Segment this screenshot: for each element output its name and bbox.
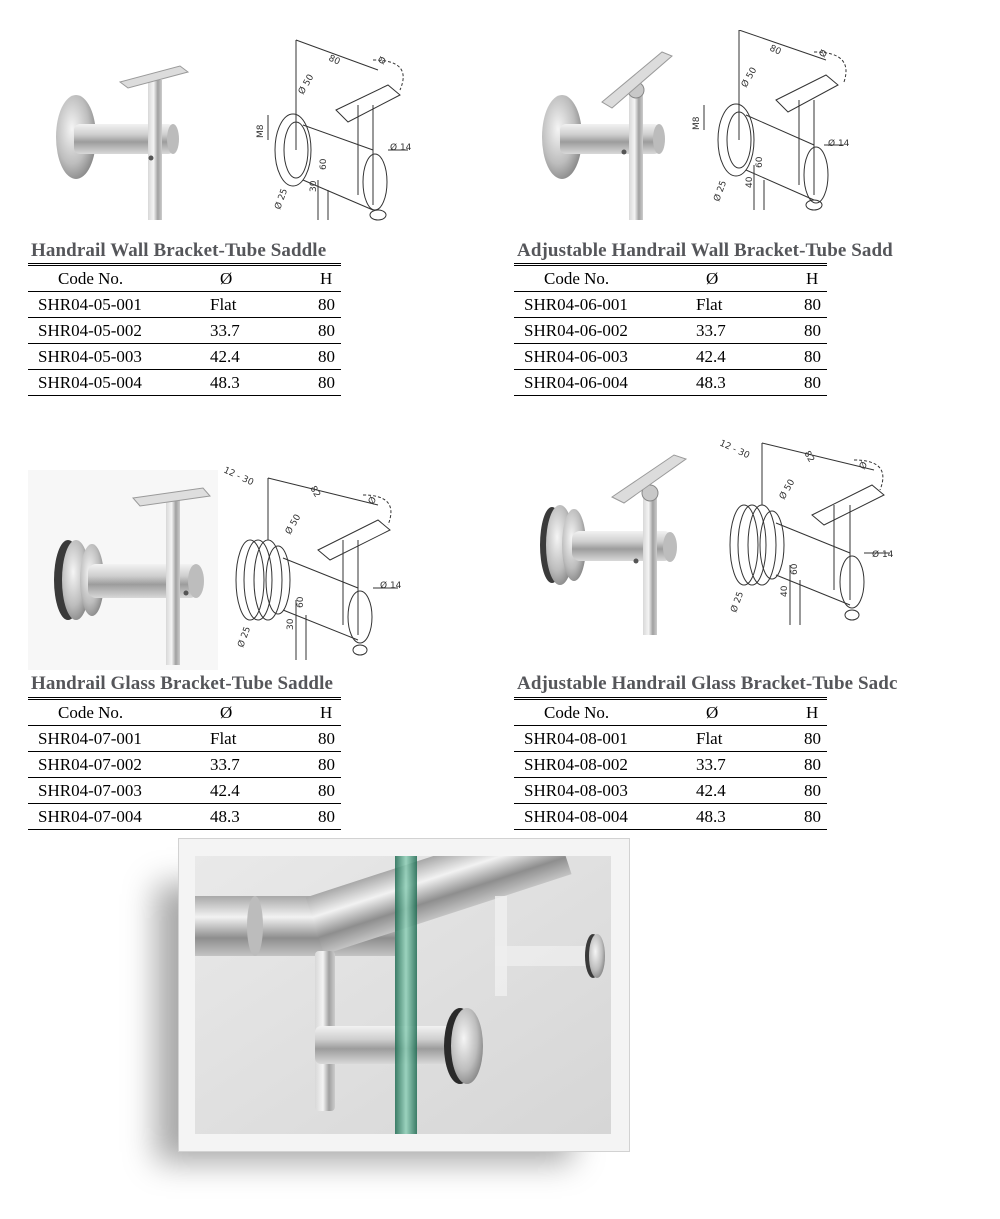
cell-height: 80 bbox=[318, 754, 335, 774]
dim-plate: Ø 50 bbox=[296, 72, 317, 97]
product-photo bbox=[28, 470, 218, 670]
cell-height: 80 bbox=[804, 728, 821, 748]
cell-height: 80 bbox=[318, 320, 335, 340]
cell-code: SHR04-05-003 bbox=[38, 346, 142, 366]
col-code: Code No. bbox=[514, 265, 694, 292]
cell-code: SHR04-06-003 bbox=[524, 346, 628, 366]
cell-diameter: Flat bbox=[696, 294, 723, 314]
cell-diameter: Flat bbox=[210, 728, 237, 748]
cell-height: 80 bbox=[318, 806, 335, 826]
dim-h2: 60 bbox=[319, 158, 329, 170]
col-code: Code No. bbox=[28, 699, 208, 726]
section-title: Handrail Glass Bracket-Tube Saddle bbox=[31, 673, 334, 694]
dim-base: Ø 25 bbox=[712, 179, 730, 204]
col-height: H bbox=[786, 265, 827, 292]
dim-h1: 30 bbox=[309, 180, 319, 192]
cell-diameter: Flat bbox=[696, 728, 723, 748]
col-diameter: Ø bbox=[208, 265, 300, 292]
cell-height: 80 bbox=[804, 372, 821, 392]
table-row bbox=[514, 726, 827, 752]
cell-code: SHR04-08-004 bbox=[524, 806, 628, 826]
cell-code: SHR04-05-004 bbox=[38, 372, 142, 392]
dim-h1: 40 bbox=[745, 176, 755, 188]
dim-top: 82 bbox=[307, 484, 322, 500]
col-code: Code No. bbox=[514, 699, 694, 726]
col-height: H bbox=[300, 265, 341, 292]
dim-screw: M8 bbox=[256, 124, 266, 138]
product-figure bbox=[28, 460, 448, 660]
col-height: H bbox=[300, 699, 341, 726]
cell-code: SHR04-08-001 bbox=[524, 728, 628, 748]
dim-screw: M8 bbox=[692, 116, 702, 130]
product-figure bbox=[514, 435, 934, 635]
cell-code: SHR04-08-003 bbox=[524, 780, 628, 800]
dim-base: Ø 25 bbox=[273, 187, 291, 212]
table-header-row bbox=[514, 699, 827, 726]
section-title: Adjustable Handrail Wall Bracket-Tube Sadd bbox=[517, 240, 893, 261]
section-title: Handrail Wall Bracket-Tube Saddle bbox=[31, 240, 327, 261]
table-row bbox=[28, 292, 341, 318]
cell-height: 80 bbox=[318, 372, 335, 392]
col-diameter: Ø bbox=[694, 265, 786, 292]
cell-height: 80 bbox=[318, 346, 335, 366]
cell-code: SHR04-05-001 bbox=[38, 294, 142, 314]
col-diameter: Ø bbox=[694, 699, 786, 726]
dim-base: Ø 25 bbox=[236, 625, 254, 650]
cell-code: SHR04-08-002 bbox=[524, 754, 628, 774]
cell-diameter: 33.7 bbox=[696, 320, 726, 340]
dim-saddle: Ø bbox=[376, 55, 390, 67]
dim-tube: Ø 14 bbox=[872, 550, 894, 560]
dim-glass: 12 - 30 bbox=[717, 438, 751, 462]
cell-code: SHR04-05-002 bbox=[38, 320, 142, 340]
dim-saddle: Ø bbox=[366, 495, 380, 507]
cell-height: 80 bbox=[804, 806, 821, 826]
col-height: H bbox=[786, 699, 827, 726]
cell-diameter: 42.4 bbox=[210, 346, 240, 366]
table-row bbox=[28, 804, 341, 830]
table-row bbox=[514, 344, 827, 370]
product-photo bbox=[540, 455, 686, 635]
col-diameter: Ø bbox=[208, 699, 300, 726]
product-photo bbox=[542, 52, 672, 220]
table-row bbox=[28, 778, 341, 804]
table-header-row bbox=[28, 699, 341, 726]
product-photo bbox=[56, 66, 188, 220]
product-figure bbox=[514, 30, 934, 230]
dim-tube: Ø 14 bbox=[828, 139, 850, 149]
cell-diameter: 33.7 bbox=[210, 754, 240, 774]
table-header-row bbox=[514, 265, 827, 292]
cell-diameter: 48.3 bbox=[210, 806, 240, 826]
table-row bbox=[28, 726, 341, 752]
cell-code: SHR04-06-002 bbox=[524, 320, 628, 340]
cell-height: 80 bbox=[318, 780, 335, 800]
dim-plate: Ø 50 bbox=[283, 512, 304, 537]
installation-photo-image bbox=[195, 856, 611, 1134]
table-row bbox=[514, 292, 827, 318]
table-row bbox=[514, 778, 827, 804]
cell-diameter: 42.4 bbox=[696, 780, 726, 800]
dim-saddle: Ø bbox=[857, 460, 871, 472]
table-row bbox=[28, 318, 341, 344]
cell-height: 80 bbox=[318, 728, 335, 748]
dim-plate: Ø 50 bbox=[739, 65, 760, 90]
dim-base: Ø 25 bbox=[729, 590, 747, 615]
cell-diameter: 42.4 bbox=[210, 780, 240, 800]
cell-diameter: Flat bbox=[210, 294, 237, 314]
dim-h2: 60 bbox=[296, 596, 306, 608]
dim-h1: 30 bbox=[286, 618, 296, 630]
cell-height: 80 bbox=[804, 294, 821, 314]
glass-panel bbox=[395, 856, 417, 1134]
product-figure bbox=[28, 30, 448, 230]
spec-table bbox=[28, 263, 341, 396]
dim-top: 80 bbox=[767, 43, 783, 58]
installation-photo bbox=[178, 838, 630, 1152]
cell-height: 80 bbox=[804, 780, 821, 800]
cell-code: SHR04-07-001 bbox=[38, 728, 142, 748]
cell-height: 80 bbox=[318, 294, 335, 314]
table-header-row bbox=[28, 265, 341, 292]
cell-diameter: 33.7 bbox=[696, 754, 726, 774]
cell-code: SHR04-07-004 bbox=[38, 806, 142, 826]
cell-diameter: 42.4 bbox=[696, 346, 726, 366]
table-row bbox=[28, 752, 341, 778]
dim-h2: 60 bbox=[790, 563, 800, 575]
dim-h1: 40 bbox=[780, 585, 790, 597]
cell-code: SHR04-07-002 bbox=[38, 754, 142, 774]
table-row bbox=[514, 752, 827, 778]
col-code: Code No. bbox=[28, 265, 208, 292]
spec-table bbox=[514, 697, 827, 830]
spec-table bbox=[514, 263, 827, 396]
dim-h2: 60 bbox=[755, 156, 765, 168]
dim-glass: 12 - 30 bbox=[221, 465, 255, 489]
dim-plate: Ø 50 bbox=[777, 477, 798, 502]
spec-table bbox=[28, 697, 341, 830]
cell-height: 80 bbox=[804, 346, 821, 366]
cell-diameter: 48.3 bbox=[696, 372, 726, 392]
cell-code: SHR04-06-004 bbox=[524, 372, 628, 392]
dim-tube: Ø 14 bbox=[380, 581, 402, 591]
dim-top: 80 bbox=[326, 53, 342, 68]
table-row bbox=[514, 318, 827, 344]
cell-height: 80 bbox=[804, 320, 821, 340]
dim-top: 82 bbox=[801, 449, 816, 465]
table-row bbox=[28, 370, 341, 396]
cell-diameter: 48.3 bbox=[696, 806, 726, 826]
cell-diameter: 48.3 bbox=[210, 372, 240, 392]
cell-height: 80 bbox=[804, 754, 821, 774]
cell-code: SHR04-06-001 bbox=[524, 294, 628, 314]
table-row bbox=[514, 370, 827, 396]
dim-saddle: Ø bbox=[817, 48, 831, 60]
cell-code: SHR04-07-003 bbox=[38, 780, 142, 800]
section-title: Adjustable Handrail Glass Bracket-Tube Sadc bbox=[517, 673, 898, 694]
table-row bbox=[514, 804, 827, 830]
table-row bbox=[28, 344, 341, 370]
dim-tube: Ø 14 bbox=[390, 143, 412, 153]
cell-diameter: 33.7 bbox=[210, 320, 240, 340]
